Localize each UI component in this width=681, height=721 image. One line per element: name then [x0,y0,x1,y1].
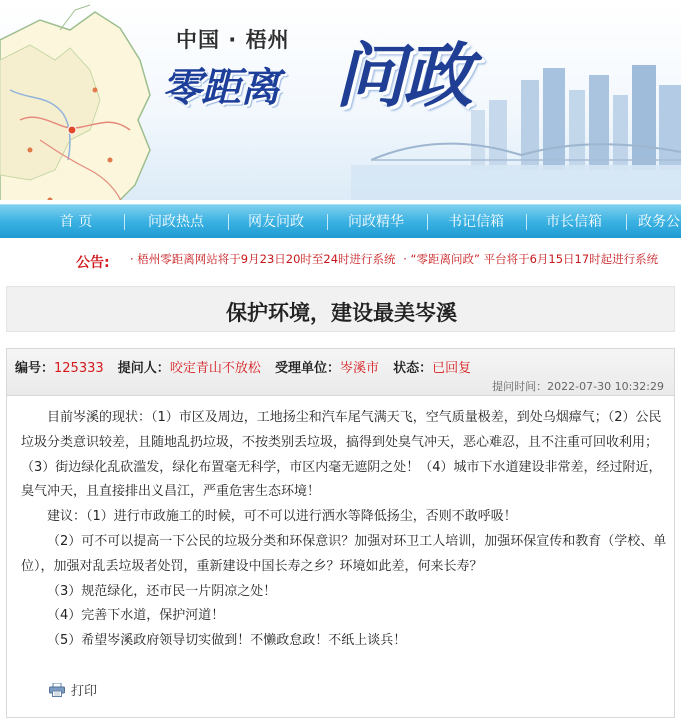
main-nav [0,204,681,238]
time-value: 2022-07-30 10:32:29 [547,380,664,393]
question-info-bar [6,348,675,396]
notice-ticker [130,251,681,269]
nav-item-highlights[interactable]: 问政精华 [348,214,404,230]
asker-name: 咬定青山不放松 [169,361,261,376]
nav-divider [228,214,229,230]
question-time [492,378,664,394]
printer-icon [49,683,65,697]
body-paragraph: 目前岑溪的现状：（1）市区及周边，工地扬尘和汽车尾气满天飞，空气质量极差，到处乌烟瘴气；（2）公民垃圾分类意识较差，且随地乱扔垃圾，不按类别丢垃圾，搞得到处臭气冲天，恶心难忍，且不注重可回收利用；（3）街边绿化乱砍滥发，绿化布置毫无科学，市区内毫无遮阴之处！（4）城市下水道建设非常差，经过附近，臭气冲天，且直接排出义昌江，严重危害生态环境！ [21,410,662,500]
banner-title-right: 问政 [335,35,471,117]
banner-title-left: 零距离 [162,65,279,111]
notice-item[interactable]: · “零距离问政” 平台将于6月15日17时起进行系统 [403,252,659,266]
site-banner [0,0,681,200]
body-paragraph: 建议：（1）进行市政施工的时候，可不可以进行洒水等降低扬尘，否则不敢呼吸！ [47,509,517,525]
time-label: 提问时间： [492,380,548,393]
nav-item-government-affairs[interactable]: 政务公 [638,214,680,230]
print-button[interactable] [49,680,97,699]
question-meta [15,357,481,376]
id-label: 编号： [15,361,55,376]
status-badge: 已回复 [432,361,472,376]
nav-item-mayor-mailbox[interactable]: 市长信箱 [546,214,602,230]
question-title: 保护环境，建设最美岑溪 [226,301,457,325]
nav-item-netizen-questions[interactable]: 网友问政 [248,214,304,230]
question-id: 125333 [54,361,104,376]
nav-item-hot-topics[interactable]: 问政热点 [148,214,204,230]
nav-item-secretary-mailbox[interactable]: 书记信箱 [448,214,504,230]
print-label: 打印 [71,684,98,699]
question-body [21,406,667,654]
handling-unit: 岑溪市 [339,361,379,376]
question-title-box [6,286,675,332]
nav-divider [427,214,428,230]
body-paragraph: （3）规范绿化，还市民一片阴凉之处！ [47,583,277,599]
notice-bar [0,238,681,280]
asker-label: 提问人： [117,361,170,376]
body-paragraph: （2）可不可以提高一下公民的垃圾分类和环保意识？加强对环卫工人培训，加强环保宣传和教育（学校、单位），加强对乱丢垃圾者处罚，重新建设中国长寿之乡？环境如此差，何来长寿？ [21,533,667,574]
nav-divider [526,214,527,230]
question-content [6,396,675,718]
notice-label: 公告: [76,255,110,271]
nav-divider [124,214,125,230]
banner-subtitle: 中国 · 梧州 [176,28,290,52]
body-paragraph: （5）希望岑溪政府领导切实做到！不懒政怠政！不纸上谈兵！ [47,633,407,649]
notice-item[interactable]: · 梧州零距离网站将于9月23日20时至24时进行系统 [130,252,396,266]
unit-label: 受理单位： [274,361,340,376]
nav-item-home[interactable]: 首 页 [59,214,93,230]
status-label: 状态： [393,361,433,376]
nav-divider [626,214,627,230]
body-paragraph: （4）完善下水道，保护河道！ [47,608,225,624]
nav-divider [327,214,328,230]
